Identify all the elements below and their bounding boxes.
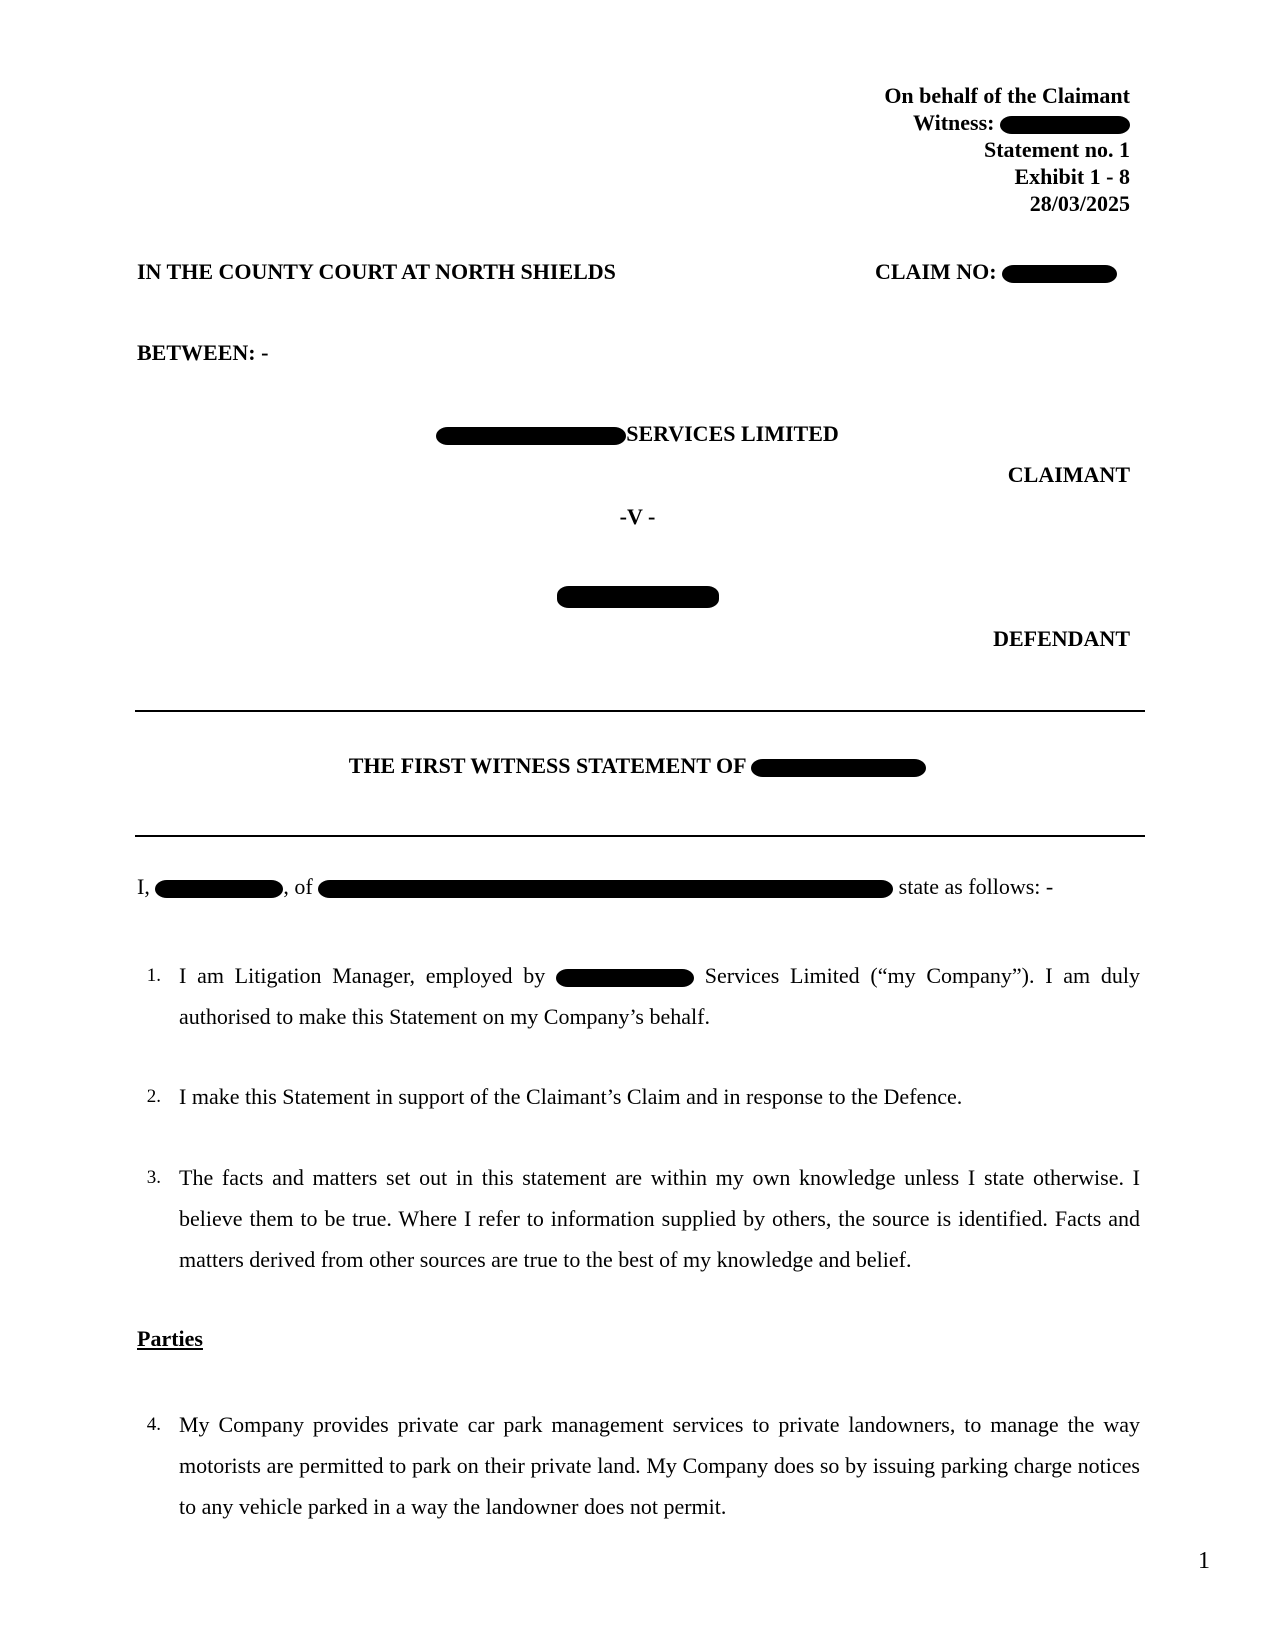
exhibit-range: Exhibit 1 - 8	[1014, 164, 1130, 189]
versus: -V -	[619, 504, 656, 529]
witness-name-redaction	[1000, 116, 1130, 134]
witness-label: Witness:	[913, 110, 995, 135]
paragraph-4	[137, 1404, 1140, 1527]
defendant-role: DEFENDANT	[993, 626, 1130, 651]
claim-label: CLAIM NO:	[875, 259, 997, 284]
paragraph-number: 3.	[146, 1167, 161, 1188]
intro-of: , of	[283, 874, 313, 899]
paragraph-3	[137, 1157, 1140, 1280]
section-heading-parties: Parties	[137, 1326, 203, 1351]
paragraph-text: The facts and matters set out in this statement are within my own knowledge unless I state otherwise. I believe them to be true. Where I refer to information supplied by others, the source is identified. Facts and matters derived from other sources are true to the best of my knowledge and belief.	[179, 1165, 1140, 1272]
paragraph-text: My Company provides private car park management services to private landowners, to manage the way motorists are permitted to park on their private land. My Company does so by issuing parking charge notices to any vehicle parked in a way the landowner does not permit.	[179, 1412, 1140, 1519]
statement-number: Statement no. 1	[983, 137, 1130, 162]
court-name: IN THE COUNTY COURT AT NORTH SHIELDS	[137, 259, 616, 284]
header-block	[884, 82, 1130, 217]
witness-surname-redaction	[751, 759, 926, 777]
divider-top	[135, 710, 1145, 712]
claimant-name-suffix: SERVICES LIMITED	[626, 421, 839, 446]
paragraph-text-after: Services Limited (“my Company”). I am duly authorised to make this Statement on my Company’s behalf.	[179, 963, 1141, 1029]
paragraph-1	[137, 955, 1140, 1037]
claimant-name-redaction	[436, 427, 626, 445]
page-number: 1	[1198, 1548, 1210, 1574]
paragraph-text: I make this Statement in support of the Claimant’s Claim and in response to the Defence.	[179, 1084, 963, 1109]
divider-bottom	[135, 835, 1145, 837]
claimant-name	[0, 421, 1275, 447]
intro-address-redaction	[318, 880, 893, 898]
intro-name-redaction	[155, 880, 283, 898]
paragraph-number: 2.	[146, 1086, 161, 1107]
witness-line	[884, 109, 1130, 136]
company-name-redaction	[556, 969, 694, 987]
paragraph-2	[137, 1076, 1140, 1117]
statement-date: 28/03/2025	[1029, 191, 1130, 216]
paragraph-text	[179, 955, 1140, 1037]
on-behalf-line: On behalf of the Claimant	[884, 83, 1130, 108]
paragraph-number: 4.	[146, 1414, 161, 1435]
defendant-name	[0, 586, 1275, 608]
defendant-name-redaction	[557, 586, 719, 608]
between-heading: BETWEEN: -	[137, 340, 269, 365]
paragraph-number: 1.	[146, 965, 161, 986]
statement-title	[0, 753, 1275, 779]
intro-suffix: state as follows: -	[898, 874, 1054, 899]
paragraph-text-before: I am Litigation Manager, employed by	[179, 963, 546, 988]
claim-number	[875, 259, 1117, 285]
claim-number-redaction	[1002, 265, 1117, 283]
statement-title-text: THE FIRST WITNESS STATEMENT OF	[348, 753, 746, 778]
intro-line	[137, 874, 1053, 900]
intro-prefix: I,	[137, 874, 150, 899]
claimant-role: CLAIMANT	[1007, 462, 1130, 487]
